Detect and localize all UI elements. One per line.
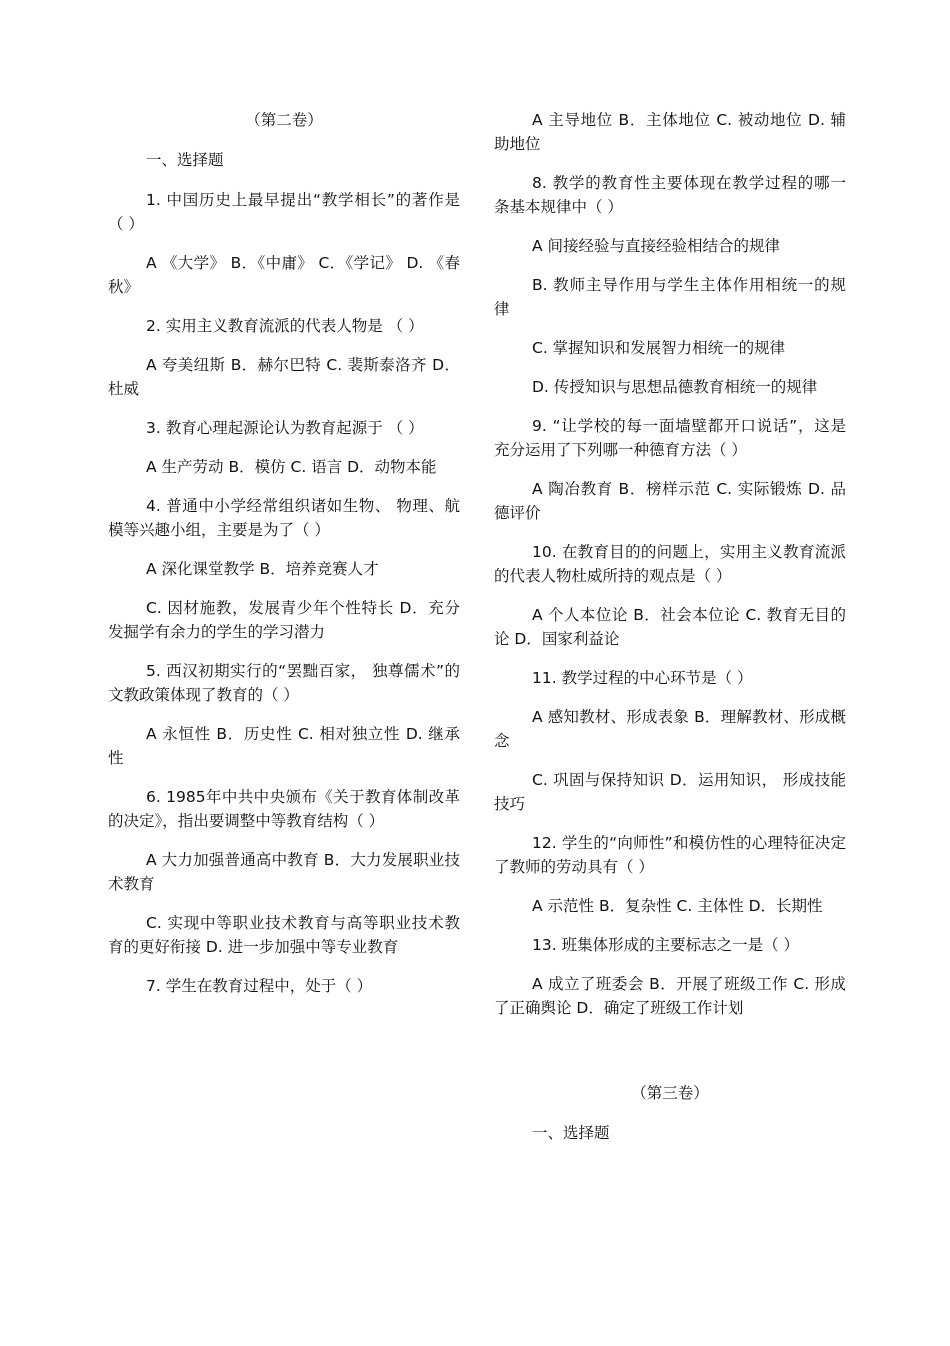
options-12: A 示范性 B．复杂性 C. 主体性 D．长期性 bbox=[532, 897, 823, 915]
volume-title-3: （第三卷） bbox=[631, 1084, 709, 1102]
volume-title-2: （第二卷） bbox=[245, 111, 323, 129]
question-4: 4. 普通中小学经常组织诸如生物、 物理、航模等兴趣小组，主要是为了（ ） bbox=[108, 497, 460, 539]
question-2: 2. 实用主义教育流派的代表人物是 （ ） bbox=[146, 317, 424, 335]
options-11-ab: A 感知教材、形成表象 B．理解教材、形成概念 bbox=[494, 708, 846, 750]
options-8-b: B. 教师主导作用与学生主体作用相统一的规律 bbox=[494, 276, 846, 318]
question-1: 1. 中国历史上最早提出“教学相长”的著作是（ ） bbox=[108, 191, 460, 233]
question-3: 3. 教育心理起源论认为教育起源于 （ ） bbox=[146, 419, 424, 437]
question-12: 12. 学生的“向师性”和模仿性的心理特征决定了教师的劳动具有（ ） bbox=[494, 834, 846, 876]
options-6-cd: C. 实现中等职业技术教育与高等职业技术教育的更好衔接 D. 进一步加强中等专业教育 bbox=[108, 914, 460, 956]
options-4-ab: A 深化课堂教学 B．培养竞赛人才 bbox=[146, 560, 379, 578]
right-column bbox=[494, 108, 846, 1161]
options-9: A 陶冶教育 B．榜样示范 C. 实际锻炼 D. 品德评价 bbox=[494, 480, 846, 522]
question-10: 10. 在教育目的的问题上，实用主义教育流派的代表人物杜威所持的观点是（ ） bbox=[494, 543, 846, 585]
question-5: 5. 西汉初期实行的“罢黜百家， 独尊儒术”的文教政策体现了教育的（ ） bbox=[108, 662, 460, 704]
question-11: 11. 教学过程的中心环节是（ ） bbox=[532, 669, 753, 687]
section-heading: 一、选择题 bbox=[146, 151, 224, 169]
options-8-d: D. 传授知识与思想品德教育相统一的规律 bbox=[532, 378, 818, 396]
options-5: A 永恒性 B．历史性 C. 相对独立性 D. 继承性 bbox=[108, 725, 460, 767]
options-7: A 主导地位 B．主体地位 C. 被动地位 D. 辅助地位 bbox=[494, 111, 846, 153]
question-13: 13. 班集体形成的主要标志之一是（ ） bbox=[532, 936, 800, 954]
options-3: A 生产劳动 B．模仿 C. 语言 D．动物本能 bbox=[146, 458, 437, 476]
options-4-cd: C. 因材施教，发展青少年个性特长 D．充分发掘学有余力的学生的学习潜力 bbox=[108, 599, 460, 641]
question-8: 8. 教学的教育性主要体现在教学过程的哪一条基本规律中（ ） bbox=[494, 174, 846, 216]
options-2: A 夸美纽斯 B．赫尔巴特 C. 裴斯泰洛齐 D．杜威 bbox=[108, 356, 460, 398]
question-6: 6. 1985年中共中央颁布《关于教育体制改革的决定》，指出要调整中等教育结构（ ） bbox=[108, 788, 460, 830]
options-8-c: C. 掌握知识和发展智力相统一的规律 bbox=[532, 339, 786, 357]
section-heading-3: 一、选择题 bbox=[532, 1124, 610, 1142]
question-7: 7. 学生在教育过程中，处于（ ） bbox=[146, 977, 373, 995]
options-13: A 成立了班委会 B．开展了班级工作 C. 形成了正确舆论 D．确定了班级工作计划 bbox=[494, 975, 846, 1017]
options-6-ab: A 大力加强普通高中教育 B．大力发展职业技术教育 bbox=[108, 851, 460, 893]
options-1: A 《大学》 B．《中庸》 C．《学记》 D. 《春秋》 bbox=[108, 254, 460, 296]
section-spacer bbox=[494, 1035, 846, 1081]
left-column bbox=[108, 108, 460, 1013]
options-10: A 个人本位论 B．社会本位论 C. 教育无目的论 D．国家利益论 bbox=[494, 606, 846, 648]
question-9: 9. “让学校的每一面墙壁都开口说话”，这是充分运用了下列哪一种德育方法（ ） bbox=[494, 417, 846, 459]
options-11-cd: C. 巩固与保持知识 D．运用知识， 形成技能技巧 bbox=[494, 771, 846, 813]
options-8-a: A 间接经验与直接经验相结合的规律 bbox=[532, 237, 781, 255]
